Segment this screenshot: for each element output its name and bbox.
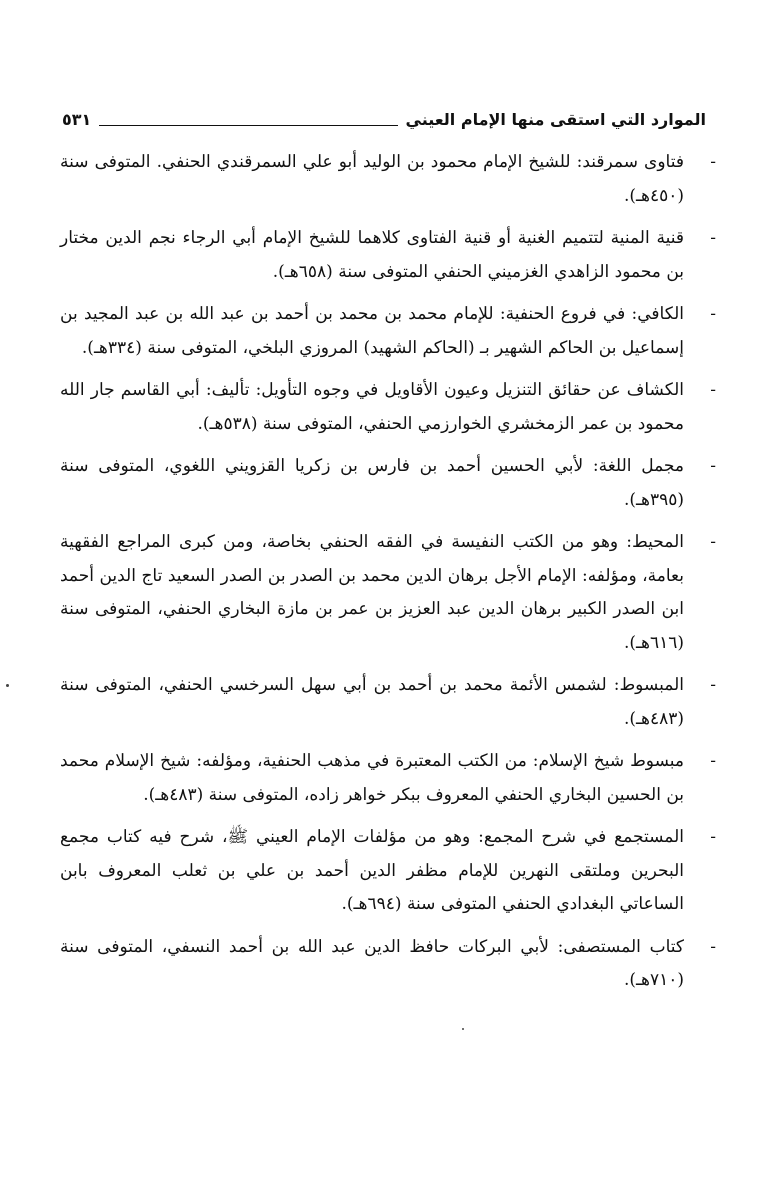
list-dash: - [710,152,716,172]
list-dash: - [710,380,716,400]
list-item [60,821,720,922]
entry-text: الكافي: في فروع الحنفية: للإمام محمد بن محمد بن أحمد بن عبد الله بن عبد المجيد بن إسماعيل بن الحاكم الشهير بـ (الحاكم الشهيد) المروزي البلخي، المتوفى سنة (٣٣٤هـ). [60,304,684,358]
entry-text: فتاوى سمرقند: للشيخ الإمام محمود بن الوليد أبو علي السمرقندي الحنفي. المتوفى سنة (٤٥٠هـ). [60,152,684,206]
scan-speck [462,1028,464,1030]
entry-text: قنية المنية لتتميم الغنية أو قنية الفتاوى كلاهما للشيخ الإمام أبي الرجاء نجم الدين مختار بن محمود الزاهدي الغزميني الحنفي المتوفى سنة (٦٥٨هـ). [60,228,684,282]
list-item [60,745,720,812]
list-item [60,374,720,441]
list-dash: - [710,304,716,324]
list-item [60,146,720,213]
list-item [60,298,720,365]
list-item [60,931,720,998]
list-item [60,669,720,736]
bibliography-list [60,146,720,1007]
list-dash: - [710,936,716,957]
list-dash: - [710,675,716,695]
entry-text: مجمل اللغة: لأبي الحسين أحمد بن فارس بن زكريا القزويني اللغوي، المتوفى سنة (٣٩٥هـ). [60,456,684,510]
entry-text: الكشاف عن حقائق التنزيل وعيون الأقاويل في وجوه التأويل: تأليف: أبي القاسم جار الله محمود بن عمر الزمخشري الخوارزمي الحنفي، المتوفى سنة (٥٣٨هـ). [60,380,684,434]
list-dash: - [710,228,716,248]
entry-text: المستجمع في شرح المجمع: وهو من مؤلفات الإمام العيني ﷺ، شرح فيه كتاب مجمع البحرين وملتقى النهرين للإمام مظفر الدين أحمد بن علي بن ثعلب المعروف بابن الساعاتي البغدادي الحنفي المتوفى سنة (٦٩٤هـ). [60,827,684,914]
list-item [60,222,720,289]
list-item [60,450,720,517]
entry-text: المبسوط: لشمس الأئمة محمد بن أحمد بن أبي سهل السرخسي الحنفي، المتوفى سنة (٤٨٣هـ). [60,675,684,729]
list-dash: - [710,532,716,552]
list-dash: - [710,827,716,847]
running-header-title: الموارد التي استقى منها الإمام العيني [405,110,706,129]
list-dash: - [710,751,716,771]
list-item [60,526,720,660]
header-rule [99,125,397,126]
entry-text: مبسوط شيخ الإسلام: من الكتب المعتبرة في مذهب الحنفية، ومؤلفه: شيخ الإسلام محمد بن الحسين البخاري الحنفي المعروف ببكر خواهر زاده، المتوفى سنة (٤٨٣هـ). [60,751,684,805]
page-number: ٥٣١ [62,110,92,129]
entry-text: المحيط: وهو من الكتب النفيسة في الفقه الحنفي بخاصة، ومن كبرى المراجع الفقهية بعامة، ومؤلفه: الإمام الأجل برهان الدين محمد بن الصدر بن الصدر السعيد تاج الدين أحمد ابن الصدر الكبير برهان الدين عبد العزيز بن عمر بن مازة البخاري الحنفي، المتوفى سنة (٦١٦هـ). [60,532,684,653]
running-header [62,100,706,130]
list-dash: - [710,456,716,476]
entry-text: كتاب المستصفى: لأبي البركات حافظ الدين عبد الله بن أحمد النسفي، المتوفى سنة (٧١٠هـ). [60,936,684,990]
scan-speck [6,684,9,687]
